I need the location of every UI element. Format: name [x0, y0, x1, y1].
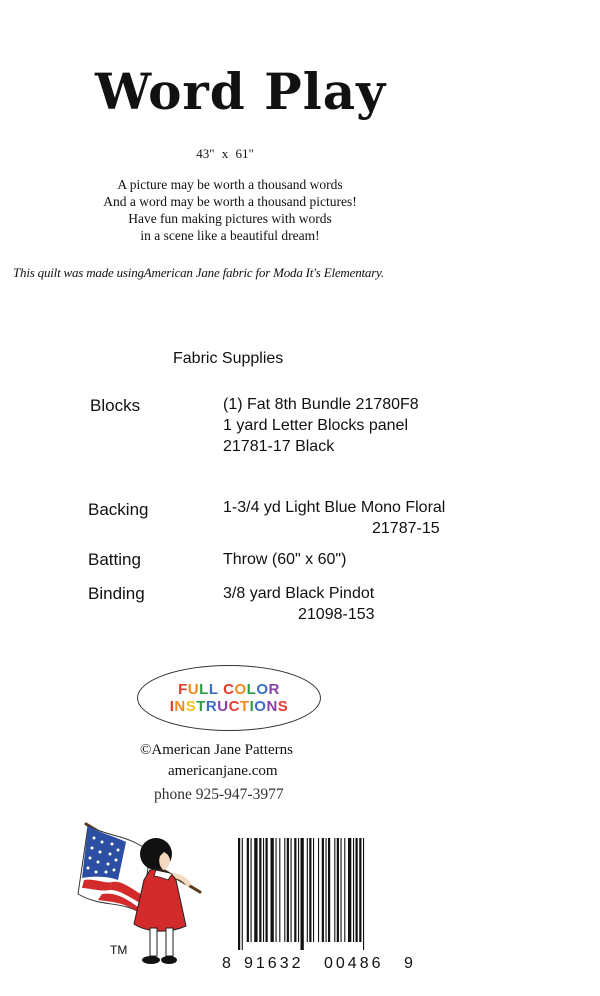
- girl-with-flag-illustration: [72, 818, 212, 978]
- badge-letter: L: [199, 681, 209, 698]
- barcode-bar: [284, 838, 285, 942]
- badge-letter: R: [268, 681, 280, 698]
- blocks-line: 1 yard Letter Blocks panel: [223, 417, 408, 434]
- poem-line: in a scene like a beautiful dream!: [140, 228, 320, 243]
- barcode-bar: [247, 838, 249, 942]
- badge-line-1: [138, 681, 320, 698]
- barcode-bar: [251, 838, 252, 942]
- barcode-bar: [279, 838, 280, 942]
- full-color-instructions-badge: [137, 665, 321, 731]
- fabric-credit: This quilt was made usingAmerican Jane fabric for Moda It's Elementary.: [13, 265, 384, 280]
- backing-label: Backing: [88, 500, 149, 519]
- barcode-bar: [356, 838, 358, 942]
- badge-letter: O: [254, 698, 267, 715]
- backing-line: 1-3/4 yd Light Blue Mono Floral: [223, 499, 446, 516]
- badge-letter: F: [178, 681, 188, 698]
- barcode-bar: [266, 838, 268, 942]
- badge-line-2: [138, 698, 320, 715]
- website-text: americanjane.com: [168, 763, 278, 779]
- backing-line: 21787-15: [372, 520, 440, 537]
- poem-line: Have fun making pictures with words: [128, 211, 332, 226]
- blocks-line: 21781-17 Black: [223, 438, 335, 455]
- barcode-bar: [291, 838, 292, 942]
- barcode-bar: [301, 838, 304, 950]
- badge-letter: N: [266, 698, 278, 715]
- barcode-bar: [334, 838, 335, 942]
- badge-letter: S: [277, 698, 289, 715]
- copyright-text: ©American Jane Patterns: [140, 742, 294, 758]
- barcode-bar: [322, 838, 324, 942]
- barcode-bar: [328, 838, 330, 942]
- barcode-bar: [337, 838, 339, 942]
- barcode-bars: [236, 838, 416, 950]
- barcode-bar: [309, 838, 311, 942]
- barcode-bar: [254, 838, 257, 942]
- page-title: Word Play: [95, 62, 387, 121]
- poem-line: And a word may be worth a thousand pictures!: [103, 194, 357, 209]
- barcode-bar: [318, 838, 319, 942]
- badge-letter: O: [256, 681, 269, 698]
- barcode-digits-left: 91632: [244, 955, 304, 972]
- batting-line: Throw (60" x 60"): [223, 551, 347, 568]
- barcode-bar: [298, 838, 299, 942]
- supplies-heading: Fabric Supplies: [173, 350, 284, 367]
- quilt-dimensions: 43" x 61": [196, 146, 254, 161]
- badge-letter: I: [249, 698, 255, 715]
- barcode-bar: [238, 838, 240, 950]
- barcode-bar: [348, 838, 351, 942]
- barcode-bar: [259, 838, 261, 942]
- badge-letter: U: [187, 681, 200, 698]
- binding-line: 3/8 yard Black Pindot: [223, 585, 375, 602]
- barcode-bar: [344, 838, 345, 942]
- badge-letter: L: [246, 681, 257, 698]
- barcode-bar: [263, 838, 264, 942]
- barcode-right-digit: 9: [404, 955, 413, 972]
- badge-letter: C: [228, 698, 240, 715]
- trademark-mark: TM: [110, 943, 128, 957]
- badge-letter: L: [208, 681, 219, 698]
- badge-letter: S: [185, 698, 197, 715]
- barcode-bar: [287, 838, 289, 942]
- blocks-label: Blocks: [90, 396, 141, 415]
- barcode-bar: [294, 838, 296, 942]
- binding-line: 21098-153: [298, 606, 375, 623]
- badge-letter: C: [223, 681, 235, 698]
- badge-letter: R: [205, 698, 218, 715]
- poem: [60, 176, 400, 244]
- binding-label: Binding: [88, 584, 145, 603]
- badge-letter: T: [239, 698, 250, 715]
- blocks-line: (1) Fat 8th Bundle 21780F8: [223, 396, 419, 413]
- barcode-bar: [242, 838, 243, 950]
- barcode-bar: [363, 838, 364, 950]
- barcode-bar: [313, 838, 314, 942]
- barcode-bar: [326, 838, 327, 942]
- badge-letter: O: [234, 681, 247, 698]
- barcode-bar: [276, 838, 277, 942]
- badge-letter: I: [169, 698, 175, 715]
- poem-line: A picture may be worth a thousand words: [117, 177, 343, 192]
- barcode-bar: [341, 838, 342, 942]
- barcode-bar: [307, 838, 308, 942]
- batting-label: Batting: [88, 550, 141, 569]
- barcode-bar: [271, 838, 274, 942]
- barcode-digits-right: 00486: [324, 955, 384, 972]
- phone-text: phone 925-947-3977: [154, 786, 284, 803]
- barcode-left-digit: 8: [222, 955, 231, 972]
- upc-barcode: [222, 838, 416, 972]
- badge-letter: U: [217, 698, 229, 715]
- badge-letter: N: [174, 698, 186, 715]
- badge-letter: T: [196, 698, 206, 715]
- barcode-bar: [353, 838, 354, 942]
- barcode-bar: [359, 838, 361, 942]
